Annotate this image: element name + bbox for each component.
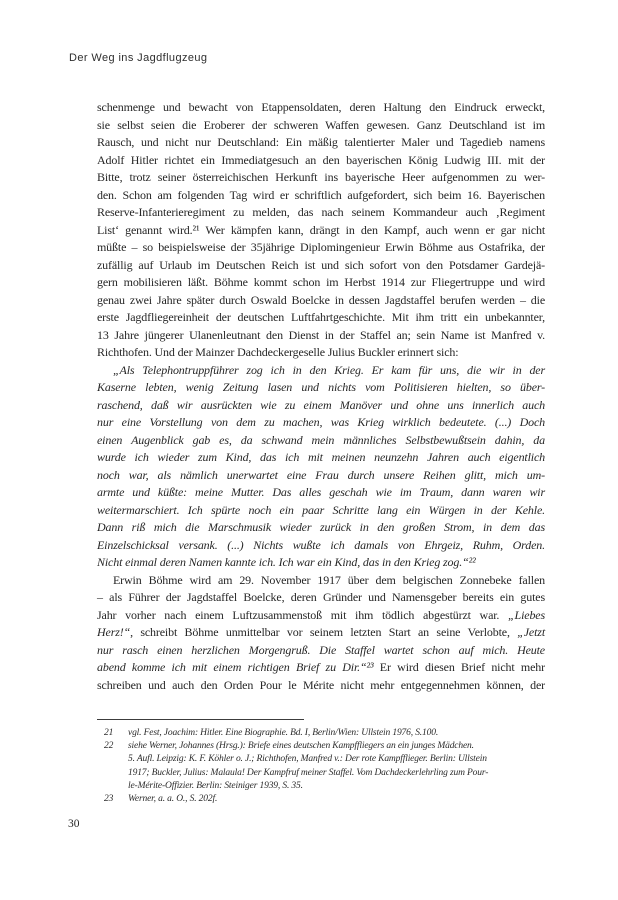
text-line [97,484,545,502]
text-line [97,274,545,292]
body-text-segment: Adolf Hitler richtet ein Immediatgesuch an den bayerischen König Ludwig III. mit der [97,152,545,167]
body-text-segment: genau zwei Jahre später durch Oswald Boelcke in dessen Jagdstaffel berufen werden – die [97,292,545,307]
text-line [97,589,545,607]
body-text-segment: den. Schon am folgenden Tag wird er schriftlich aufgefordert, sich beim 16. Bayerischen [97,187,545,202]
footnote-line: 5. Aufl. Leipzig: K. F. Köhler o. J.; Richthofen, Manfred v.: Der rote Kampfflieger. Berlin: Ullstein [128,754,487,765]
quoted-italic-text: einen Augenblick gab es, da schwand mein männliches Selbstbewußtsein dahin, da [97,432,545,447]
text-line [97,572,545,590]
text-line [97,309,545,327]
footnotes [97,727,555,806]
quoted-italic-text: „Als Telephontruppführer zog ich in den Krieg. Er kam für uns, die wir in der [113,362,545,377]
body-text-segment: – als Führer der Jagdstaffel Boelcke, deren Gründer und Namensgeber bereits ein gutes [97,590,545,604]
quoted-italic-text: Herz!“ [97,625,131,639]
text-line [97,432,545,450]
footnote-line: 1917; Buckler, Julius: Malaula! Der Kampfruf meiner Staffel. Vom Dachdeckerlehrling zum Pour- [128,767,489,778]
quoted-italic-text: armte und küßte: meine Mutter. Das alles geschah wie im Traum, dann waren wir [97,485,545,499]
text-line [97,187,545,205]
text-line [97,257,545,275]
quoted-italic-text: Einzelschicksal versank. (...) Nichts wußte ich damals von Ehrgeiz, Ruhm, Orden. [97,537,545,552]
text-line [97,379,545,397]
footnote-text [128,793,555,806]
text-line [97,519,545,537]
footnote-number: 23 [104,794,114,805]
text-line [97,607,545,625]
body-text-segment: gern mobilisieren läßt. Böhme kommt schon im Herbst 1914 zur Fliegertruppe und wird [97,275,545,289]
quoted-italic-text: Nicht einmal deren Namen kannte ich. Ich war ein Kind, das in den Krieg zog.“²² [97,555,476,569]
text-line [97,134,545,152]
quoted-italic-text: noch war, als nämlich unerwartet eine Frau durch unsere Reihen glitt, mich um- [97,467,545,482]
text-line [97,152,545,170]
text-line [97,344,545,362]
quoted-italic-text: Kaserne lebten, wenig Zeitung lasen und nichts vom Politisieren hielten, so über- [97,380,545,394]
body-text-segment: sie selbst seien die Eroberer der schweren Waffen gewesen. Ganz Deutschland ist im [97,117,545,132]
text-line [97,117,545,135]
page-number: 30 [68,818,80,830]
body-text-segment: schenmenge und bewacht von Etappensoldaten, deren Haltung den Eindruck erweckt, [97,100,545,114]
text-line [97,554,545,572]
quoted-italic-text: nur eine Vorstellung von dem zu machen, was Krieg wirklich bedeutete. (...) Doch [97,415,545,429]
body-text-segment: zufällig auf Urlaub im Deutschen Reich ist und sich sofort von den Potsdamer Gardejä- [97,257,545,272]
footnote-text [128,727,555,740]
text-line [97,99,545,117]
footnote-line: vgl. Fest, Joachim: Hitler. Eine Biographie. Bd. I, Berlin/Wien: Ullstein 1976, S.100. [128,728,439,738]
footnote-number: 21 [104,728,114,738]
text-line [97,362,545,380]
text-line [97,537,545,555]
body-text-segment: müßte – so beispielsweise der 35jährige Diplomingenieur Erwin Böhme aus Ostafrika, der [97,240,545,254]
quoted-italic-text: Dann riß mich die Marschmusik wieder zurück in den großen Strom, in dem das [97,520,545,534]
text-line [97,467,545,485]
body-text-segment: Reserve-Infanterieregiment zu melden, das nach seinem Kommandeur auch ‚Regiment [97,205,545,219]
body-text-segment: Er wird diesen Brief nicht mehr [373,660,545,674]
quoted-italic-text: nur rasch einen herzlichen Morgengruß. Die Staffel wartet schon auf mich. Heute [97,642,545,657]
text-line [97,169,545,187]
text-line [97,449,545,467]
quoted-italic-text: abend komme ich mit einem richtigen Brief zu Dir.“²³ [97,660,374,674]
text-line [97,222,545,240]
quoted-italic-text: „Jetzt [517,625,545,639]
body-text-segment: Jahr vorher nach einem Luftzusammenstoß mit ihm tödlich abgestürzt war. [97,607,509,622]
footnote-text [128,740,555,793]
text-line [97,659,545,677]
body-text-segment: List‘ genannt wird.²¹ Wer kämpfen kann, drängt in den Kampf, auch wenn er gar nicht [97,222,545,237]
body-text-segment: Rausch, und nicht nur Deutschland: Ein mäßig talentierter Maler und Tagedieb namens [97,135,545,149]
running-head: Der Weg ins Jagdflugzeug [69,52,208,64]
footnote-number: 22 [104,741,114,752]
body-text-segment: Erwin Böhme wird am 29. November 1917 über dem belgischen Zonnebeke fallen [113,572,545,587]
footnote [97,793,555,806]
text-line [97,677,545,695]
text-line [97,327,545,345]
body-text-segment: erste Jagdfliegereinheit der deutschen Luftfahrtgeschichte. Mit ihm tritt ein unbekannter, [97,310,545,324]
footnote-line: siehe Werner, Johannes (Hrsg.): Briefe eines deutschen Kampffliegers an ein junges Mädchen. [128,741,474,752]
body-text-segment: Bitte, trotz seiner österreichischen Herkunft ins bayerische Heer aufgenommen zu wer- [97,170,545,184]
text-line [97,414,545,432]
text-line [97,624,545,642]
quoted-italic-text: wurde ich wieder zum Kind, das ich mit meinen neunzehn Jahren auch eigentlich [97,450,545,464]
quoted-italic-text: raschend, daß wir ausrückten wie zu einem Manöver und ohne uns innerlich auch [97,397,545,412]
footnote-line: Werner, a. a. O., S. 202f. [128,794,218,805]
quoted-italic-text: weitermarschiert. Ich spürte noch ein paar Schritte lang ein Würgen in der Kehle. [97,502,545,517]
text-line [97,204,545,222]
body-text-segment: , schreibt Böhme unmittelbar vor seinem letzten Start an seine Verlobte, [130,625,518,639]
text-line [97,292,545,310]
body-text-segment: schreiben und auch den Orden Pour le Mérite nicht mehr entgegennehmen können, der [97,677,545,692]
text-line [97,239,545,257]
footnote-separator-rule [97,719,304,720]
body-text [97,99,545,694]
body-text-segment: 13 Jahre jüngerer Ulanenleutnant den Dienst in der Staffel an; sein Name ist Manfred v. [97,327,545,342]
footnote [97,740,555,793]
footnote [97,727,555,740]
quoted-italic-text: „Liebes [508,607,545,622]
body-text-segment: Richthofen. Und der Mainzer Dachdeckergeselle Julius Buckler erinnert sich: [97,345,459,359]
text-line [97,397,545,415]
text-line [97,502,545,520]
footnote-line: le-Mérite-Offizier. Berlin: Steiniger 1939, S. 35. [128,780,303,791]
text-line [97,642,545,660]
